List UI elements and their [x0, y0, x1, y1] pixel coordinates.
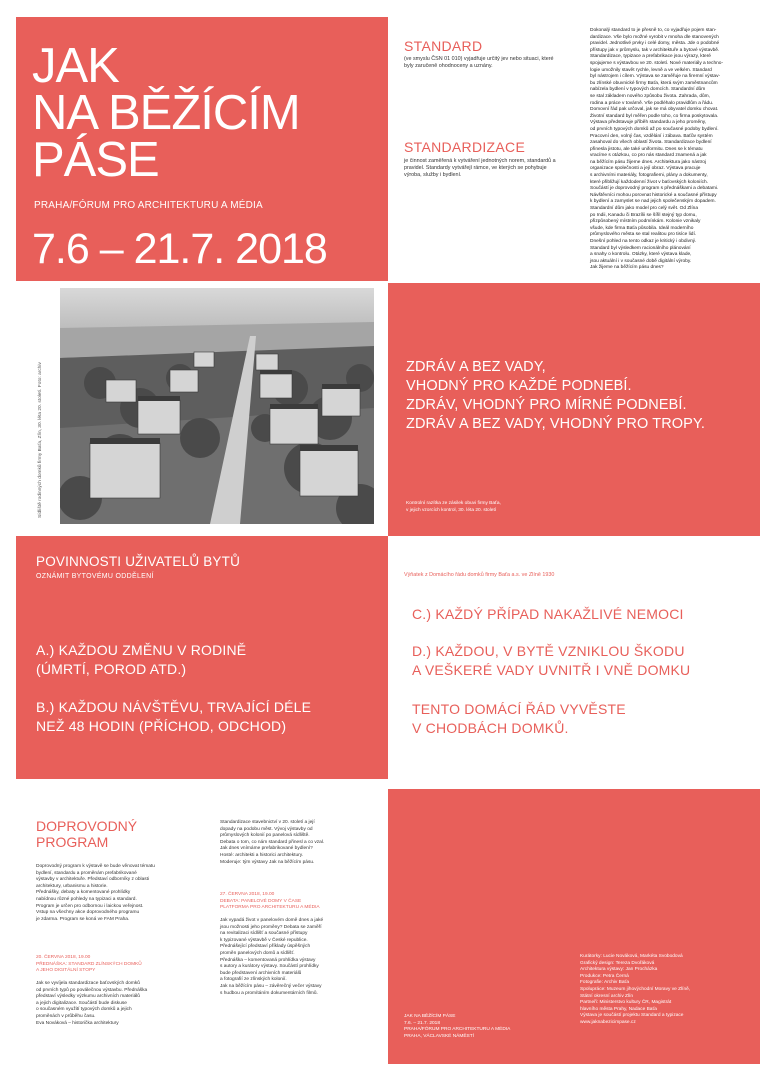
programme-line: nabídnou různé pohledy na typizaci a standard.	[36, 896, 137, 902]
credits-panel	[388, 789, 760, 1064]
credits-line: www.jaknabezicimpase.cz	[580, 1019, 636, 1025]
credits-line: Architektura výstavy: Jan Procházka	[580, 967, 658, 973]
programme-title-line: DOPROVODNÝ	[36, 818, 138, 834]
essay-line: které přibližují každodenní život v baťovských koloniích.	[590, 179, 709, 185]
programme-line: je zdarma. Program se koná ve FAM Praha.	[36, 916, 130, 922]
standard-text: (ve smyslu ČSN 01 010) vyjadřuje určitý jev nebo situaci, které byly zaručeně ohodnoceny a uznány.	[404, 56, 554, 70]
programme-line: Standardizace stavebnictví v 20. století a její	[220, 820, 315, 825]
essay-line: logie umožnily stavět rychle, levně a ve velkém. Standard	[590, 67, 712, 73]
essay-line: od prvních typových domků až po současné podoby bydlení.	[590, 126, 719, 132]
essay-line: přizpůsobený místním podmínkám. Kolonie vznikaly	[590, 219, 701, 225]
programme-line: Program je určen pro odbornou i laickou veřejnost.	[36, 903, 144, 909]
essay-line: s archivními materiály, fotografiemi, plány a dokumenty,	[590, 173, 708, 179]
slogan-text	[406, 358, 705, 434]
programme-title-line: PROGRAM	[36, 834, 109, 850]
programme-line: proměn panelových domů a sídlišť.	[220, 950, 295, 956]
essay-line: přístupy jak v průmyslu, tak v architektuře a bytové výstavbě.	[590, 47, 720, 53]
standardizace-heading: STANDARDIZACE	[404, 139, 526, 155]
programme-line: průmyslových kolonií po panelová sídliště.	[220, 833, 310, 839]
slogan-line: ZDRÁV, VHODNÝ PRO MÍRNÉ PODNEBÍ.	[406, 397, 687, 413]
essay-line: nabízela bydlení v typových domcích. Standardní dům	[590, 87, 706, 93]
essay-line: dardizace. Vše bylo možné vyrobit v mnoha dle stanovených	[590, 34, 719, 40]
subtitle: PRAHA/FÓRUM PRO ARCHITEKTURU A MÉDIA	[34, 200, 263, 211]
slogan-credit-line: Kontrolní razítka ze zásilek obuvi firmy Baťa,	[406, 501, 501, 506]
essay-line: Dnešní pohled na tento odkaz je kritický i obdivný.	[590, 239, 697, 244]
duty-line: A.) KAŽDOU ZMĚNU V RODINĚ	[36, 642, 247, 658]
event-heading-line: PLATFORMA PRO ARCHITEKTURU A MÉDIA	[220, 905, 320, 911]
programme-line: k typizované výstavbě v České republice.	[220, 937, 308, 943]
essay-line: k bydlení a zamyslet se nad jejich společenským dopadem.	[590, 199, 716, 205]
slogan-line: ZDRÁV A BEZ VADY, VHODNÝ PRO TROPY.	[406, 416, 705, 432]
duty-line: A VEŠKERÉ VADY UVNITŘ I VNĚ DOMKU	[412, 662, 691, 678]
credits-line: Kurátorky: Lucie Nováková, Markéta Svobodová	[580, 954, 683, 959]
programme-line: o současném využití typových domků a jejich	[36, 1007, 132, 1013]
essay-line: Standard byl výsledkem racionálního plánování	[590, 245, 691, 251]
programme-line: Debata o tom, co nám standard přinesl a co vzal.	[220, 839, 325, 845]
event-heading-line: 27. ČERVNA 2018, 19.00	[220, 892, 275, 897]
programme-line: bydlení, standardu a proměnám prefabrikované	[36, 870, 137, 876]
exhibition-info	[404, 1014, 574, 1040]
essay-line: Pracovní den, volný čas, vzdělání i zábava. Baťův systém	[590, 133, 713, 139]
programme-col2b	[220, 918, 380, 997]
standardizace-text: je činnost zaměřená k vytváření jednotných norem, standardů a pravidel. Standardy vytvářejí rámce, ve kterých se pohybuje výroba, služby i bydlení.	[404, 158, 556, 179]
programme-line: Jak dnes vnímáme prefabrikované bydlení?	[220, 846, 313, 852]
credits-line: Státní okresní archiv Zlín	[580, 993, 634, 999]
essay-line: na běžícím pásu žijeme dnes. Architektura jako nástroj	[590, 159, 706, 165]
programme-line: s autory a kurátory výstavy. Součástí prohlídky	[220, 964, 319, 970]
title-line-3: PÁSE	[32, 133, 159, 187]
exhibition-info-line: JAK NA BĚŽÍCÍM PÁSE	[404, 1014, 456, 1019]
programme-line: Jak vypadá život v panelovém domě dnes a jaké	[220, 918, 324, 923]
duty-line: C.) KAŽDÝ PŘÍPAD NAKAŽLIVÉ NEMOCI	[412, 606, 684, 622]
duties-continued	[404, 572, 760, 736]
programme-line: Přednášky, debaty a komentované prohlídky	[36, 890, 131, 896]
event-heading-line: DEBATA: PANELOVÉ DOMY V ČASE	[220, 898, 302, 904]
programme-col1b	[36, 981, 196, 1027]
essay-line: spojujeme s výstavbou ve 20. století. Nové materiály a techno-	[590, 60, 724, 66]
slogan-credit	[406, 501, 606, 514]
programme-line: s hudbou a promítáním dokumentárních filmů.	[220, 990, 318, 996]
duty-item-d	[412, 642, 690, 680]
essay-line: jsou aktuální i v současné době digitální výroby.	[590, 258, 692, 264]
credits-line: Grafický design: Tereza Dvořáková	[580, 960, 655, 966]
event2-heading	[220, 892, 380, 912]
programme-line: Eva Nováková – historička architektury	[36, 1020, 119, 1026]
title-panel	[16, 17, 388, 281]
title-line-1: JAK	[32, 39, 119, 93]
programme-title	[36, 818, 137, 850]
programme-col1	[36, 864, 196, 923]
duties-panel	[16, 536, 388, 779]
essay-line: Návštěvníci mohou porovnat historické a současné přístupy	[590, 192, 717, 198]
exhibition-info-line: 7.6. – 21.7. 2018	[404, 1020, 441, 1026]
duty-line: (ÚMRTÍ, POROD ATD.)	[36, 661, 187, 677]
exhibition-info-line: PRAHA/FÓRUM PRO ARCHITEKTURU A MÉDIA	[404, 1027, 511, 1033]
essay-line: Standardní dům jako model pro celý svět. Od Zlína	[590, 206, 698, 212]
housing-photo-image	[60, 288, 374, 524]
duty-line: TENTO DOMÁCÍ ŘÁD VYVĚSTE	[412, 701, 626, 717]
credits-line: Partneři: Ministerstvo kultury ČR, Magistrát	[580, 1000, 672, 1006]
programme-line: na revitalizaci sídlišť a současné přístupy	[220, 931, 308, 937]
duties-title: POVINNOSTI UŽIVATELŮ BYTŮ	[36, 554, 241, 569]
programme-line: představí výsledky výzkumu archivních materiálů	[36, 994, 140, 1000]
duty-line: B.) KAŽDOU NÁVŠTĚVU, TRVAJÍCÍ DÉLE	[36, 699, 312, 715]
programme-line: jsou možnosti jeho proměny? Debata se zaměří	[220, 924, 322, 930]
event-heading-line: PŘEDNÁŠKA: STANDARD ZLÍNSKÝCH DOMKŮ	[36, 961, 142, 967]
essay-line: vracíme s otázkou, co pro nás standard znamená a jak	[590, 153, 707, 159]
essay-line: a snahy o kontrolu. Otázky, které výstava klade,	[590, 252, 692, 258]
essay-line: rodina a práce v továrně. Vše podléhalo pravidlům a řádu.	[590, 100, 714, 106]
programme-line: architektury, urbanismu a historie.	[36, 883, 108, 889]
duty-line: D.) KAŽDOU, V BYTĚ VZNIKLOU ŠKODU	[412, 643, 685, 659]
essay-line: přinesla jistotu, ale také uniformitu. Dnes se k tématu	[590, 146, 703, 152]
duties-notice	[412, 700, 626, 738]
programme-line: Vstup na všechny akce doprovodného programu	[36, 910, 140, 916]
essay-column	[590, 28, 755, 272]
credits-line: Výstava je součástí projektu Standard a typizace	[580, 1013, 684, 1019]
duties-source: Výňatek z Domácího řádu domků firmy Baťa a.s. ve Zlíně 1930	[404, 572, 555, 578]
event1-heading	[36, 955, 196, 975]
programme-line: a fotografií ze zlínských kolonií.	[220, 977, 287, 983]
duty-item-c	[412, 605, 684, 624]
photo-caption-text: Sídliště rodinných domků firmy Baťa, Zlín, 30. léta 20. století. Foto: archiv	[38, 362, 43, 518]
exhibition-info-line: PRAHA, VÁCLAVSKÉ NÁMĚSTÍ	[404, 1033, 475, 1039]
slogan-credit-line: v jejich vzorcích kontrol, 30. léta 20. století	[406, 507, 497, 513]
essay-line: zasahoval do všech oblastí života. Standardizace bydlení	[590, 140, 712, 146]
programme-line: Hosté: architekti a historici architektury.	[220, 852, 304, 858]
essay-line: Součástí je doprovodný program s přednáškami a debatami.	[590, 186, 719, 192]
duty-item-a	[36, 641, 246, 679]
essay-line: všude, kde firma Baťa působila. Ideál moderního	[590, 225, 694, 231]
essay-line: se stal základem nového způsobu života. Zahrada, dům,	[590, 93, 710, 99]
photo-caption	[36, 300, 56, 520]
essay-line: byl nástrojem i cílem. Výstava se zaměřuje na firemní výstav-	[590, 74, 721, 80]
programme-line: Moderuje: tým výstavy Jak na běžícím pásu.	[220, 859, 315, 865]
credits-line: hlavního města Prahy, Nadace Baťa	[580, 1006, 657, 1012]
programme-line: od prvních typů po poválečnou výstavbu. Přednáška	[36, 987, 148, 993]
essay-line: Domovní řád pak určoval, jak se má obyvatel domku chovat.	[590, 107, 719, 113]
programme-line: a jejich digitalizace. Součástí bude diskuse	[36, 1000, 127, 1006]
title-line-2: NA BĚŽÍCÍM	[32, 86, 300, 140]
programme-line: Jak na běžícím pásu – závěrečný večer výstavy	[220, 983, 322, 989]
slogan-line: VHODNÝ PRO KAŽDÉ PODNEBÍ.	[406, 378, 632, 394]
essay-line: průmyslového města se stal realitou pro tisíce lidí.	[590, 232, 697, 238]
programme-line: Přednášející představí příklady úspěšných	[220, 944, 311, 950]
essay-line: bu zlínské obuvnické firmy Baťa, která svým zaměstnancům	[590, 80, 718, 86]
event-heading-line: A JEHO DIGITÁLNÍ STOPY	[36, 968, 96, 974]
essay-line: Výstava představuje příběh standardu a jeho proměny,	[590, 120, 707, 126]
duty-line: V CHODBÁCH DOMKŮ.	[412, 720, 569, 736]
standard-heading: STANDARD	[404, 38, 483, 54]
programme-line: výstavby v architektuře. Představí odborníky z oblasti	[36, 877, 150, 883]
programme-line: Přednáška – komentovaná prohlídka výstavy	[220, 957, 316, 963]
essay-line: Jak žijeme na běžícím pásu dnes?	[590, 265, 664, 271]
slogan-panel	[388, 283, 760, 536]
essay-line: Dokonalý standard to je přesně to, co vyjadřuje pojem stan-	[590, 28, 717, 33]
exhibition-dates: 7.6 – 21.7. 2018	[32, 225, 327, 273]
programme-line: Jak se vyvíjela standardizace baťovských domků	[36, 981, 140, 986]
event-heading-line: 20. ČERVNA 2018, 19.00	[36, 955, 91, 960]
credits-line: Fotografie: Archiv Baťa	[580, 980, 629, 986]
duty-line: NEŽ 48 HODIN (PŘÍCHOD, ODCHOD)	[36, 718, 287, 734]
essay-line: pravidel. Jednotlivé prvky i celé domy, města. Jde o podobné	[590, 41, 720, 47]
slogan-line: ZDRÁV A BEZ VADY,	[406, 359, 546, 375]
programme-line: bude představení archivních materiálů	[220, 970, 302, 976]
programme-col2	[220, 820, 380, 866]
essay-line: po Indii, Kanadu či Brazílii se šířil stejný typ domu,	[590, 212, 697, 218]
credits-line: Produkce: Petra Černá	[580, 973, 629, 979]
programme-line: dopady na podobu měst. Vývoj výstavby od	[220, 826, 313, 832]
housing-photo	[60, 288, 374, 524]
credits-line: Spolupráce: Muzeum jihovýchodní Moravy ve Zlíně,	[580, 986, 691, 992]
essay-line: Standardizace, typizace a prefabrikace jsou výrazy, které	[590, 54, 711, 60]
programme-line: proměnách v průběhu času.	[36, 1013, 96, 1019]
credits-list	[580, 954, 750, 1027]
programme-line: Doprovodný program k výstavě se bude věnovat tématu	[36, 864, 155, 869]
essay-line: organizace společnosti a její obraz. Výstava pracuje	[590, 166, 701, 172]
duty-item-b	[36, 698, 311, 736]
duties-subtitle: OZNÁMIT BYTOVÉMU ODDĚLENÍ	[36, 573, 154, 580]
essay-line: Životní standard byl měřen podle toho, co firma poskytovala.	[590, 113, 719, 119]
